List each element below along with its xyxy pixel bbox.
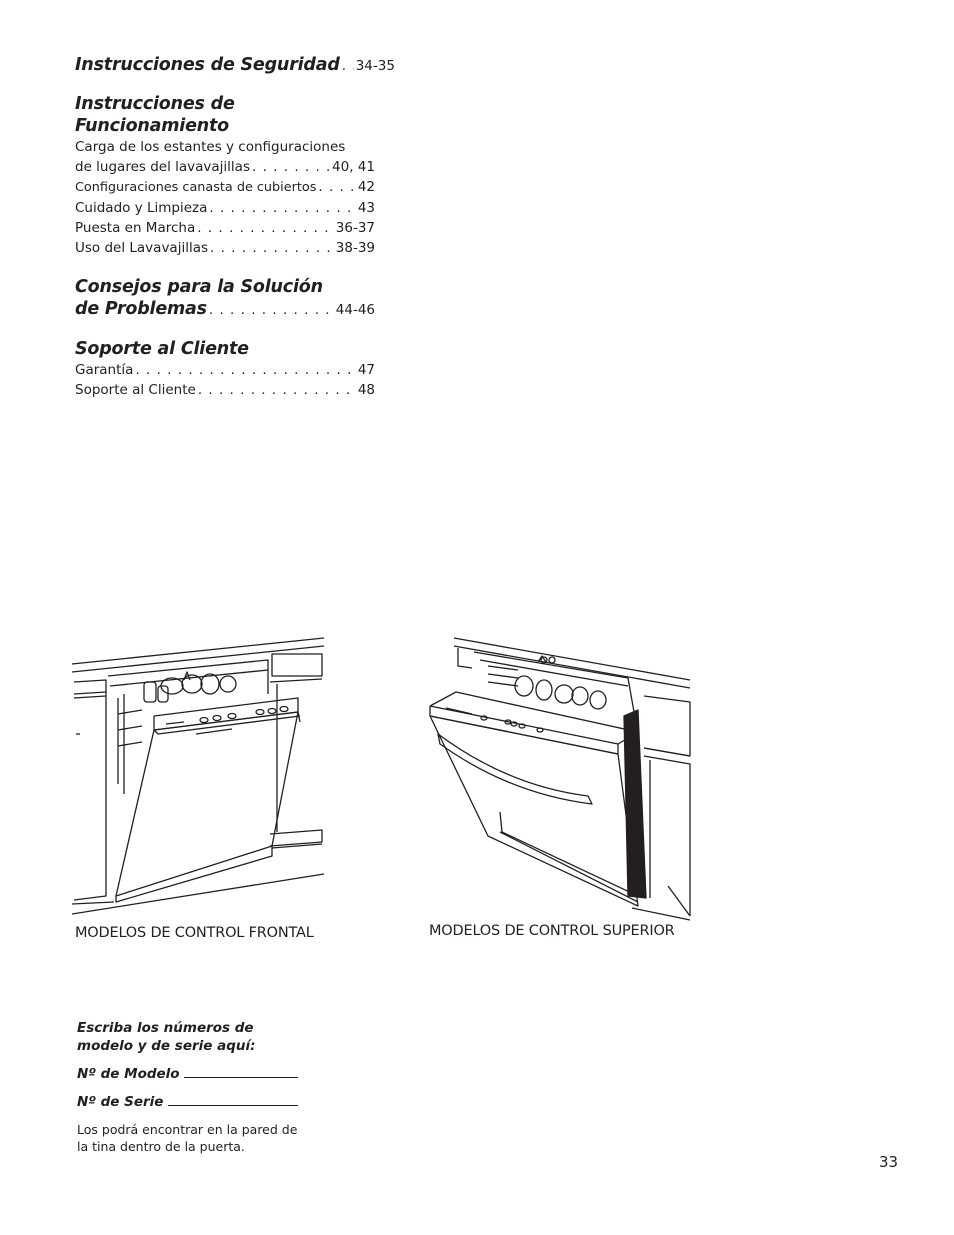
- toc-leader: [252, 157, 330, 177]
- model-number-field[interactable]: [77, 1065, 337, 1083]
- serial-number-label: Nº de Serie: [77, 1094, 164, 1110]
- toc-leader: [209, 302, 334, 318]
- toc-entry-cuidado[interactable]: Cuidado y Limpieza . . . 43: [75, 198, 375, 218]
- toc-section-problemas-line1: Consejos para la Solución: [75, 277, 323, 297]
- toc-entry-uso[interactable]: Uso del Lavavajillas . . . 38-39: [75, 238, 375, 258]
- toc-entry-garantia[interactable]: Garantía . . . 47: [75, 360, 375, 380]
- toc-leader: [342, 58, 354, 74]
- toc-entry-carga[interactable]: de lugares del lavavajillas . . . 40, 41: [75, 157, 375, 177]
- form-heading-line2: modelo y de serie aquí:: [77, 1038, 256, 1054]
- toc-section-problemas[interactable]: de Problemas . . . 44-46: [75, 298, 375, 320]
- toc-leader: [210, 238, 334, 258]
- caption-top-control: MODELOS DE CONTROL SUPERIOR: [429, 923, 675, 939]
- toc-page-ref: 34-35: [355, 58, 395, 74]
- table-of-contents: [75, 54, 395, 400]
- toc-entry-canasta[interactable]: Configuraciones canasta de cubiertos . . . 42: [75, 177, 375, 198]
- toc-entry-puesta[interactable]: Puesta en Marcha . . . 36-37: [75, 218, 375, 238]
- toc-entry-label-line1: Carga de los estantes y configuraciones: [75, 139, 346, 155]
- top-control-dishwasher-illustration: [428, 636, 693, 921]
- serial-number-field[interactable]: [77, 1093, 337, 1111]
- toc-leader: [197, 218, 334, 238]
- model-number-blank[interactable]: [184, 1065, 298, 1078]
- toc-leader: [135, 360, 355, 380]
- toc-section-title: Instrucciones de Seguridad: [75, 55, 340, 75]
- serial-number-blank[interactable]: [168, 1093, 298, 1106]
- form-note: Los podrá encontrar en la pared de la tina dentro de la puerta.: [77, 1122, 298, 1154]
- toc-section-soporte: Soporte al Cliente: [75, 339, 249, 359]
- toc-leader: [318, 177, 355, 197]
- page-number: 33: [879, 1153, 899, 1171]
- front-control-dishwasher-illustration: [72, 634, 327, 919]
- model-serial-form: [77, 1019, 337, 1155]
- toc-section-seguridad[interactable]: [75, 54, 395, 76]
- model-number-label: Nº de Modelo: [77, 1066, 180, 1082]
- toc-leader: [209, 198, 355, 218]
- toc-entry-soporte-cliente[interactable]: Soporte al Cliente . . . 48: [75, 380, 375, 400]
- toc-section-funcionamiento: Instrucciones de Funcionamiento: [75, 94, 235, 136]
- toc-leader: [198, 380, 356, 400]
- caption-front-control: MODELOS DE CONTROL FRONTAL: [75, 925, 314, 941]
- form-heading-line1: Escriba los números de: [77, 1020, 254, 1036]
